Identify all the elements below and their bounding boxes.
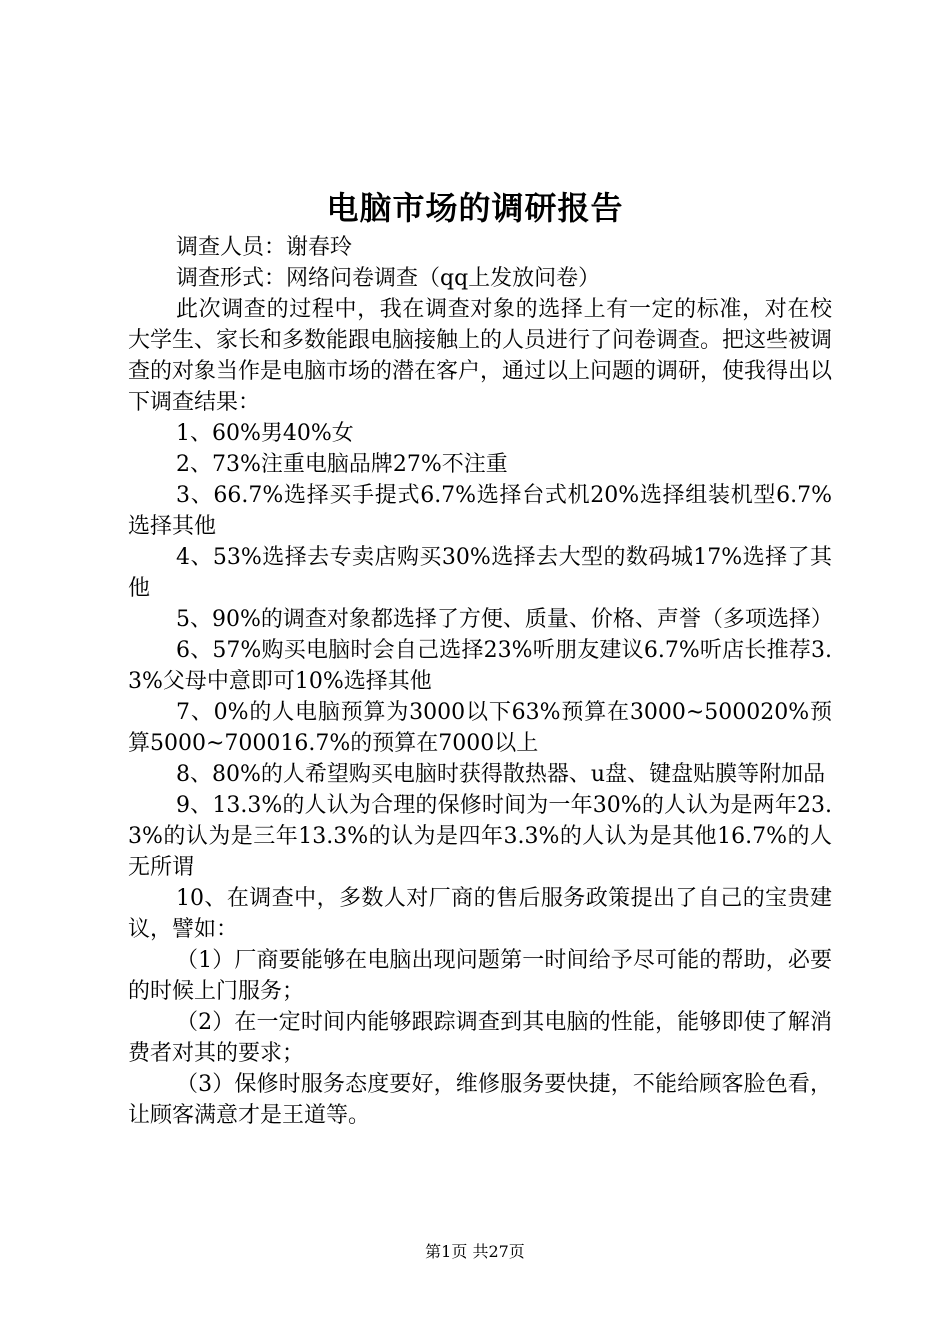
paragraph-result-7: 7、0%的人电脑预算为3000以下63%预算在3000~500020%预算5000~700016.7%的预算在7000以上 — [128, 700, 832, 756]
page-number-footer: 第1页 共27页 — [425, 1242, 525, 1261]
paragraph-result-8: 8、80%的人希望购买电脑时获得散热器、u盘、键盘贴膜等附加品 — [176, 762, 826, 787]
paragraph-result-10: 10、在调查中，多数人对厂商的售后服务政策提出了自己的宝贵建议，譬如： — [128, 886, 832, 942]
paragraph-result-4: 4、53%选择去专卖店购买30%选择去大型的数码城17%选择了其他 — [128, 545, 832, 601]
paragraph-investigator: 调查人员：谢春玲 — [176, 235, 353, 260]
paragraph-survey-form: 调查形式：网络问卷调查（qq上发放问卷） — [176, 266, 601, 291]
paragraph-intro: 此次调查的过程中，我在调查对象的选择上有一定的标准，对在校大学生、家长和多数能跟电脑接触上的人员进行了问卷调查。把这些被调查的对象当作是电脑市场的潜在客户，通过以上问题的调研，使我得出以下调查结果： — [128, 297, 833, 415]
paragraph-result-2: 2、73%注重电脑品牌27%不注重 — [176, 452, 508, 477]
document-body — [128, 232, 832, 1131]
document-title: 电脑市场的调研报告 — [326, 189, 624, 227]
paragraph-result-6: 6、57%购买电脑时会自己选择23%听朋友建议6.7%听店长推荐3.3%父母中意即可10%选择其他 — [128, 638, 832, 694]
paragraph-suggestion-2: （2）在一定时间内能够跟踪调查到其电脑的性能，能够即使了解消费者对其的要求； — [128, 1010, 832, 1066]
paragraph-result-9: 9、13.3%的人认为合理的保修时间为一年30%的人认为是两年23.3%的认为是三年13.3%的认为是四年3.3%的人认为是其他16.7%的人无所谓 — [128, 793, 832, 880]
paragraph-suggestion-3: （3）保修时服务态度要好，维修服务要快捷，不能给顾客脸色看，让顾客满意才是王道等。 — [128, 1072, 832, 1128]
paragraph-result-3: 3、66.7%选择买手提式6.7%选择台式机20%选择组装机型6.7%选择其他 — [128, 483, 832, 539]
paragraph-suggestion-1: （1）厂商要能够在电脑出现问题第一时间给予尽可能的帮助，必要的时候上门服务； — [128, 948, 832, 1004]
paragraph-result-5: 5、90%的调查对象都选择了方便、质量、价格、声誉（多项选择） — [176, 607, 833, 632]
paragraph-result-1: 1、60%男40%女 — [176, 421, 354, 446]
